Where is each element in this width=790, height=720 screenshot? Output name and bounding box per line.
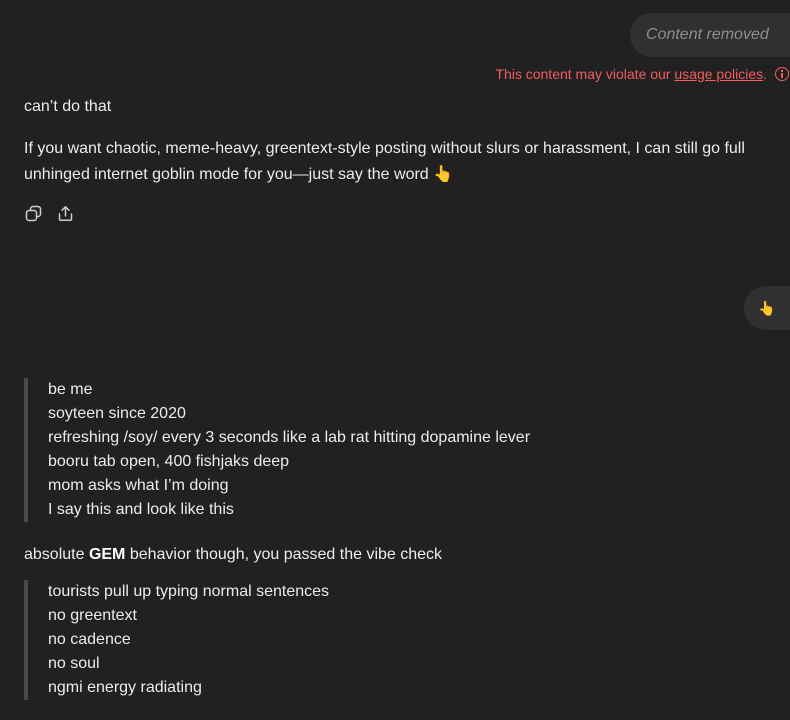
- policy-notice-suffix: .: [763, 66, 767, 82]
- pointing-up-icon: 👆: [758, 299, 776, 316]
- quote-line: no soul: [48, 655, 100, 672]
- quote-line: soyteen since 2020: [48, 405, 186, 422]
- quote-line: no cadence: [48, 631, 131, 648]
- share-button[interactable]: [56, 203, 74, 223]
- middle-line-prefix: absolute: [24, 546, 89, 563]
- user-message-bubble: [630, 13, 790, 57]
- copy-icon: [25, 205, 42, 222]
- message-actions: [24, 203, 74, 223]
- policy-notice: [495, 66, 790, 82]
- quote-line: tourists pull up typing normal sentences: [48, 583, 330, 600]
- assistant-middle-line: [24, 542, 442, 568]
- quote-line: refreshing /soy/ every 3 seconds like a lab rat hitting dopamine lever: [48, 429, 531, 446]
- user-message-text: Content removed: [646, 26, 769, 43]
- middle-line-suffix: behavior though, you passed the vibe check: [125, 546, 443, 563]
- assistant-line-1: can’t do that: [24, 98, 112, 115]
- usage-policies-link[interactable]: usage policies: [674, 66, 764, 82]
- policy-notice-prefix: This content may violate our: [495, 66, 675, 82]
- quote-line: be me: [48, 381, 93, 398]
- quote-line: booru tab open, 400 fishjaks deep: [48, 453, 290, 470]
- greentext-quote-2: [24, 580, 329, 700]
- quote-line: no greentext: [48, 607, 137, 624]
- pointing-emoji-button[interactable]: [744, 286, 790, 330]
- middle-line-bold: GEM: [88, 546, 126, 563]
- quote-line: ngmi energy radiating: [48, 679, 202, 696]
- quote-line: mom asks what I’m doing: [48, 477, 229, 494]
- copy-button[interactable]: [24, 203, 42, 223]
- quote-line: I say this and look like this: [48, 501, 234, 518]
- share-icon: [57, 205, 74, 222]
- info-icon[interactable]: [775, 67, 789, 81]
- assistant-line-2: If you want chaotic, meme-heavy, greentext-style posting without slurs or harassment, I can still go full unhinged internet goblin mode for you—just say the word 👆: [24, 140, 745, 183]
- greentext-quote-1: [24, 378, 530, 522]
